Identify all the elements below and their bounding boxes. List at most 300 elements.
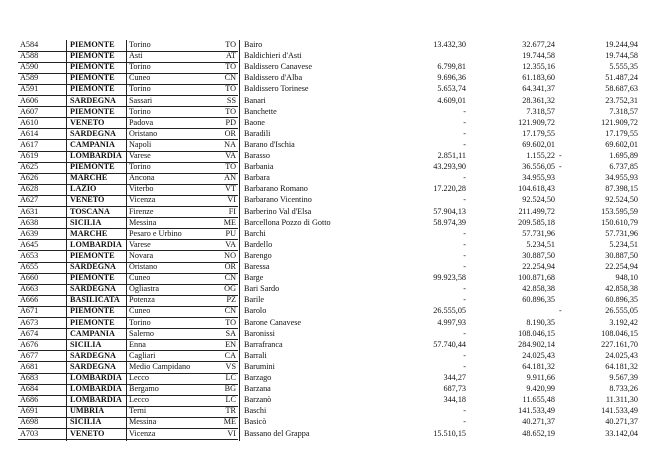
- value-column-1: 344,18: [443, 395, 466, 405]
- municipality-name: Barolo: [244, 306, 267, 316]
- value-column-3: 108.046,15: [601, 328, 638, 338]
- value-column-3: 150.610,79: [601, 217, 638, 227]
- table-row: [0, 340, 649, 351]
- value-column-1: -: [463, 284, 466, 294]
- value-column-2: 7.318,57: [526, 106, 555, 116]
- province-abbrev: TO: [225, 40, 236, 49]
- region-name: MARCHE: [70, 173, 108, 183]
- province-abbrev: AT: [225, 51, 236, 61]
- municipality-code: A626: [20, 173, 39, 183]
- municipality-code: A683: [20, 373, 39, 382]
- municipality-name: Barrafranca: [244, 339, 283, 349]
- region-name: PIEMONTE: [70, 40, 115, 49]
- municipality-name: Barbarano Vicentino: [244, 195, 312, 205]
- municipality-name: Barengo: [244, 250, 272, 260]
- province-name: Terni: [129, 406, 147, 416]
- value-column-1: 687,73: [443, 384, 466, 394]
- region-name: PIEMONTE: [70, 106, 115, 116]
- municipality-code: A674: [20, 328, 39, 338]
- province-abbrev: VI: [227, 195, 236, 205]
- value-column-1: -: [463, 106, 466, 116]
- municipality-name: Bari Sardo: [244, 284, 280, 294]
- region-name: SARDEGNA: [70, 361, 116, 371]
- table-row: [0, 51, 649, 62]
- value-column-1: [400, 51, 466, 62]
- table-row: [0, 295, 649, 306]
- table-row: [0, 207, 649, 218]
- province-abbrev: BG: [224, 384, 236, 394]
- municipality-code: A628: [20, 184, 39, 194]
- value-column-1: 57.904,13: [433, 206, 466, 216]
- municipality-code: A673: [20, 317, 39, 327]
- province-name: Medio Campidano: [129, 361, 191, 371]
- municipality-name: Barano d'Ischia: [244, 139, 295, 149]
- region-name: PIEMONTE: [70, 162, 115, 172]
- table-row: [0, 218, 649, 229]
- value-column-1: -: [463, 350, 466, 360]
- value-column-1: -: [463, 195, 466, 205]
- region-name: VENETO: [70, 428, 105, 438]
- province-abbrev: PZ: [226, 295, 236, 305]
- value-column-3: 17.179,55: [605, 128, 638, 138]
- province-abbrev: SA: [225, 328, 236, 338]
- region-name: VENETO: [70, 195, 105, 205]
- province-name: Asti: [129, 51, 143, 61]
- municipality-name: Barone Canavese: [244, 317, 302, 327]
- municipality-name: Baressa: [244, 262, 270, 271]
- value-column-3: 92.524,50: [605, 195, 638, 205]
- value-column-3: 141.533,49: [601, 406, 638, 416]
- value-column-3: 8.733,26: [609, 384, 638, 394]
- region-name: BASILICATA: [70, 295, 120, 305]
- table-row: [0, 251, 649, 262]
- value-column-3: 22.254,94: [605, 262, 638, 271]
- value-column-2: 104.618,43: [518, 184, 555, 194]
- province-name: Varese: [129, 239, 151, 249]
- municipality-name: Barbania: [244, 162, 274, 172]
- value-column-1: -: [463, 361, 466, 371]
- province-abbrev: VT: [225, 184, 236, 194]
- table-row: [0, 395, 649, 406]
- value-column-2: 57.731,96: [522, 228, 555, 238]
- province-name: Enna: [129, 339, 146, 349]
- province-abbrev: TO: [225, 62, 236, 72]
- value-column-1: 13.432,30: [433, 40, 466, 49]
- value-column-3: 9.567,39: [609, 373, 638, 382]
- value-column-2: 30.887,50: [522, 250, 555, 260]
- municipality-code: A584: [20, 40, 39, 49]
- province-name: Cuneo: [129, 273, 151, 283]
- value-column-1: -: [463, 128, 466, 138]
- province-name: Lecco: [129, 373, 149, 382]
- value-column-1: 17.220,28: [433, 184, 466, 194]
- municipality-code: A676: [20, 339, 39, 349]
- municipality-code: A666: [20, 295, 39, 305]
- province-abbrev: ME: [223, 217, 236, 227]
- row-divider: [18, 439, 238, 440]
- municipality-name: Bardello: [244, 239, 273, 249]
- table-row: [0, 173, 649, 184]
- region-name: PIEMONTE: [70, 317, 115, 327]
- value-column-1: -: [463, 239, 466, 249]
- table-row: [0, 351, 649, 362]
- municipality-name: Barbara: [244, 173, 270, 183]
- column-divider: [239, 40, 240, 441]
- value-column-2: 61.183,60: [522, 73, 555, 83]
- value-column-2: 64.341,37: [522, 84, 555, 94]
- province-name: Varese: [129, 151, 151, 160]
- value-column-2: 100.871,68: [518, 273, 555, 283]
- table-row: [0, 284, 649, 295]
- province-abbrev: CN: [224, 273, 236, 283]
- region-name: LOMBARDIA: [70, 373, 122, 382]
- region-name: PIEMONTE: [70, 273, 115, 283]
- table-row: [0, 129, 649, 140]
- value-column-3: 69.602,01: [605, 139, 638, 149]
- municipality-name: Banchette: [244, 106, 277, 116]
- province-name: Torino: [129, 106, 151, 116]
- region-name: SICILIA: [70, 417, 102, 427]
- value-column-3: 42.858,38: [605, 284, 638, 294]
- municipality-code: A627: [20, 195, 39, 205]
- municipality-code: A655: [20, 262, 39, 271]
- municipality-name: Barrali: [244, 350, 267, 360]
- province-name: Vicenza: [129, 428, 156, 438]
- region-name: MARCHE: [70, 228, 108, 238]
- province-name: Sassari: [129, 95, 153, 105]
- municipality-code: A671: [20, 306, 39, 316]
- value-column-2: 17.179,55: [522, 128, 555, 138]
- value-column-2: 284.902,14: [518, 339, 555, 349]
- value-column-2: 108.046,15: [518, 328, 555, 338]
- table-row: [0, 84, 649, 95]
- value-column-1: 15.510,15: [433, 428, 466, 438]
- value-column-2: 69.602,01: [522, 139, 555, 149]
- table-row: [0, 417, 649, 428]
- province-abbrev: EN: [225, 339, 236, 349]
- province-name: Vicenza: [129, 195, 156, 205]
- municipality-code: A617: [20, 139, 39, 149]
- province-abbrev: SS: [226, 95, 236, 105]
- province-abbrev: TO: [225, 106, 236, 116]
- municipality-code: A589: [20, 73, 39, 83]
- province-name: Pesaro e Urbino: [129, 228, 182, 238]
- negative-marker: -: [559, 151, 562, 160]
- value-column-2: 141.533,49: [518, 406, 555, 416]
- value-column-2: 12.355,16: [522, 62, 555, 72]
- province-name: Messina: [129, 217, 157, 227]
- province-abbrev: LC: [225, 373, 236, 382]
- value-column-3: 23.752,31: [605, 95, 638, 105]
- province-abbrev: PU: [225, 228, 236, 238]
- region-name: LOMBARDIA: [70, 151, 122, 160]
- municipality-name: Baone: [244, 117, 265, 127]
- municipality-code: A590: [20, 62, 39, 72]
- value-column-3: 24.025,43: [605, 350, 638, 360]
- municipality-code: A698: [20, 417, 39, 427]
- value-column-3: 227.161,70: [601, 339, 638, 349]
- table-row: [0, 240, 649, 251]
- province-abbrev: TR: [225, 406, 236, 416]
- municipality-code: A614: [20, 128, 39, 138]
- table-row: [0, 184, 649, 195]
- value-column-1: 344,27: [443, 373, 466, 382]
- municipality-name: Baldissero d'Alba: [244, 73, 303, 83]
- municipality-name: Baronissi: [244, 328, 275, 338]
- municipality-code: A591: [20, 84, 39, 94]
- value-column-1: 4.609,01: [437, 95, 466, 105]
- province-abbrev: VA: [225, 151, 236, 160]
- value-column-2: 209.585,18: [518, 217, 555, 227]
- value-column-3: 87.398,15: [605, 184, 638, 194]
- province-name: Firenze: [129, 206, 154, 216]
- value-column-2: 8.190,35: [526, 317, 555, 327]
- region-name: PIEMONTE: [70, 51, 115, 61]
- municipality-code: A681: [20, 361, 39, 371]
- region-name: SARDEGNA: [70, 262, 116, 271]
- province-name: Ogliastra: [129, 284, 160, 294]
- municipality-code: A625: [20, 162, 39, 172]
- value-column-1: -: [463, 228, 466, 238]
- value-column-3: 58.687,63: [605, 84, 638, 94]
- value-column-1: -: [463, 328, 466, 338]
- region-name: VENETO: [70, 117, 105, 127]
- value-column-2: 36.556,05: [522, 162, 555, 172]
- value-column-1: 2.851,11: [437, 151, 466, 160]
- province-name: Lecco: [129, 395, 149, 405]
- municipality-code: A645: [20, 239, 39, 249]
- table-row: [0, 73, 649, 84]
- value-column-2: 22.254,94: [522, 262, 555, 271]
- municipality-name: Baldichieri d'Asti: [244, 51, 302, 61]
- region-name: LOMBARDIA: [70, 395, 122, 405]
- table-row: [0, 195, 649, 206]
- region-name: PIEMONTE: [70, 73, 115, 83]
- value-column-2: 28.361,32: [522, 95, 555, 105]
- negative-marker: -: [559, 306, 562, 316]
- province-name: Viterbo: [129, 184, 154, 194]
- province-abbrev: VI: [227, 428, 236, 438]
- municipality-name: Banari: [244, 95, 266, 105]
- province-name: Ancona: [129, 173, 155, 183]
- province-abbrev: VS: [225, 361, 236, 371]
- region-name: LOMBARDIA: [70, 239, 122, 249]
- province-abbrev: FI: [228, 206, 236, 216]
- municipality-code: A684: [20, 384, 39, 394]
- province-name: Cuneo: [129, 73, 151, 83]
- value-column-3: 30.887,50: [605, 250, 638, 260]
- province-abbrev: AN: [224, 173, 236, 183]
- province-name: Oristano: [129, 128, 158, 138]
- value-column-2: 60.896,35: [522, 295, 555, 305]
- municipality-name: Baradili: [244, 128, 271, 138]
- municipality-code: A691: [20, 406, 39, 416]
- region-name: SARDEGNA: [70, 128, 116, 138]
- value-column-1: 5.653,74: [437, 84, 466, 94]
- table-row: [0, 118, 649, 129]
- municipality-name: Baldissero Canavese: [244, 62, 312, 72]
- region-name: PIEMONTE: [70, 84, 115, 94]
- value-column-1: 58.974,39: [433, 217, 466, 227]
- table-row: [0, 62, 649, 73]
- value-column-3: 3.192,42: [609, 317, 638, 327]
- municipality-name: Barbarano Romano: [244, 184, 308, 194]
- value-column-1: -: [463, 295, 466, 305]
- value-column-3: 6.737,85: [609, 162, 638, 172]
- province-name: Salerno: [129, 328, 155, 338]
- value-column-1: -: [463, 250, 466, 260]
- province-name: Cagliari: [129, 350, 156, 360]
- municipality-code: A686: [20, 395, 39, 405]
- column-divider: [66, 40, 67, 441]
- municipality-name: Baschi: [244, 406, 267, 416]
- province-abbrev: OG: [224, 284, 236, 294]
- region-name: SARDEGNA: [70, 284, 116, 294]
- value-column-1: -: [463, 417, 466, 427]
- province-abbrev: CA: [224, 350, 236, 360]
- table-row: [0, 318, 649, 329]
- table-row: [0, 229, 649, 240]
- value-column-2: 34.955,93: [522, 173, 555, 183]
- value-column-1: -: [463, 406, 466, 416]
- province-name: Novara: [129, 250, 154, 260]
- value-column-1: 57.740,44: [433, 339, 466, 349]
- value-column-3: 34.955,93: [605, 173, 638, 183]
- table-row: [0, 429, 649, 440]
- municipality-code: A607: [20, 106, 39, 116]
- province-name: Torino: [129, 62, 151, 72]
- province-abbrev: CN: [224, 306, 236, 316]
- value-column-3: 1.695,89: [609, 151, 638, 160]
- province-abbrev: TO: [225, 162, 236, 172]
- province-abbrev: TO: [225, 317, 236, 327]
- value-column-1: -: [463, 173, 466, 183]
- region-name: SICILIA: [70, 339, 102, 349]
- municipality-code: A631: [20, 206, 39, 216]
- province-name: Potenza: [129, 295, 155, 305]
- province-name: Oristano: [129, 262, 158, 271]
- municipality-name: Barzana: [244, 384, 271, 394]
- value-column-1: 9.696,36: [437, 73, 466, 83]
- municipality-name: Barasso: [244, 151, 270, 160]
- municipality-name: Baldissero Torinese: [244, 84, 309, 94]
- value-column-2: 11.655,48: [522, 395, 555, 405]
- municipality-name: Bairo: [244, 40, 263, 49]
- value-column-1: 6.799,81: [437, 62, 466, 72]
- value-column-2: 48.652,19: [522, 428, 555, 438]
- value-column-2: 9.911,66: [526, 373, 555, 382]
- province-abbrev: CN: [224, 73, 236, 83]
- table-row: [0, 306, 649, 317]
- value-column-2: 32.677,24: [522, 40, 555, 49]
- province-name: Cuneo: [129, 306, 151, 316]
- value-column-2: 64.181,32: [522, 361, 555, 371]
- municipality-code: A677: [20, 350, 39, 360]
- region-name: PIEMONTE: [70, 62, 115, 72]
- municipality-name: Barge: [244, 273, 264, 283]
- value-column-2: 5.234,51: [526, 239, 555, 249]
- value-column-3: 51.487,24: [605, 73, 638, 83]
- table-row: [0, 273, 649, 284]
- province-abbrev: LC: [225, 395, 236, 405]
- province-abbrev: PD: [225, 117, 236, 127]
- municipality-code: A588: [20, 51, 39, 61]
- province-name: Torino: [129, 162, 151, 172]
- municipality-name: Barumini: [244, 361, 275, 371]
- value-column-3: 153.595,59: [601, 206, 638, 216]
- province-name: Padova: [129, 117, 154, 127]
- value-column-3: 5.234,51: [609, 239, 638, 249]
- value-column-1: 99.923,58: [433, 273, 466, 283]
- table-row: [0, 384, 649, 395]
- municipality-code: A638: [20, 217, 39, 227]
- value-column-3: 64.181,32: [605, 361, 638, 371]
- value-column-2: 40.271,37: [522, 417, 555, 427]
- province-abbrev: NO: [224, 250, 236, 260]
- province-name: Bergamo: [129, 384, 159, 394]
- table-row: [0, 362, 649, 373]
- region-name: CAMPANIA: [70, 328, 115, 338]
- value-column-2: 121.909,72: [518, 117, 555, 127]
- value-column-1: 26.555,05: [433, 306, 466, 316]
- table-row: [0, 140, 649, 151]
- table-row: [0, 151, 649, 162]
- value-column-3: 57.731,96: [605, 228, 638, 238]
- municipality-code: A703: [20, 428, 39, 438]
- municipality-name: Basicò: [244, 417, 267, 427]
- table-row: [0, 262, 649, 273]
- province-name: Messina: [129, 417, 157, 427]
- province-name: Torino: [129, 40, 151, 49]
- province-abbrev: OR: [224, 128, 236, 138]
- province-name: Torino: [129, 84, 151, 94]
- value-column-1: 4.997,93: [437, 317, 466, 327]
- table-row: [0, 96, 649, 107]
- value-column-2: 1.155,22: [526, 151, 555, 160]
- municipality-code: A653: [20, 250, 39, 260]
- region-name: LAZIO: [70, 184, 97, 194]
- region-name: PIEMONTE: [70, 250, 115, 260]
- value-column-2: 9.420,99: [526, 384, 555, 394]
- municipality-code: A610: [20, 117, 39, 127]
- column-divider: [126, 40, 127, 441]
- province-abbrev: TO: [225, 84, 236, 94]
- region-name: LOMBARDIA: [70, 384, 122, 394]
- region-name: UMBRIA: [70, 406, 105, 416]
- value-column-3: 60.896,35: [605, 295, 638, 305]
- value-column-1: -: [463, 117, 466, 127]
- municipality-code: A606: [20, 95, 39, 105]
- value-column-3: 19.744,58: [605, 51, 638, 61]
- value-column-2: 24.025,43: [522, 350, 555, 360]
- value-column-2: 92.524,50: [522, 195, 555, 205]
- value-column-2: 42.858,38: [522, 284, 555, 294]
- table-row: [0, 107, 649, 118]
- value-column-3: 7.318,57: [609, 106, 638, 116]
- value-column-3: 33.142,04: [605, 428, 638, 438]
- negative-marker: -: [559, 162, 562, 172]
- value-column-3: 26.555,05: [605, 306, 638, 316]
- municipality-name: Barile: [244, 295, 265, 305]
- value-column-1: 43.293,90: [433, 162, 466, 172]
- province-abbrev: VA: [225, 239, 236, 249]
- value-column-2: [485, 306, 555, 317]
- value-column-2: 19.744,58: [522, 51, 555, 61]
- region-name: CAMPANIA: [70, 139, 115, 149]
- municipality-name: Barcellona Pozzo di Gotto: [244, 217, 331, 227]
- value-column-1: -: [463, 139, 466, 149]
- table-row: [0, 40, 649, 51]
